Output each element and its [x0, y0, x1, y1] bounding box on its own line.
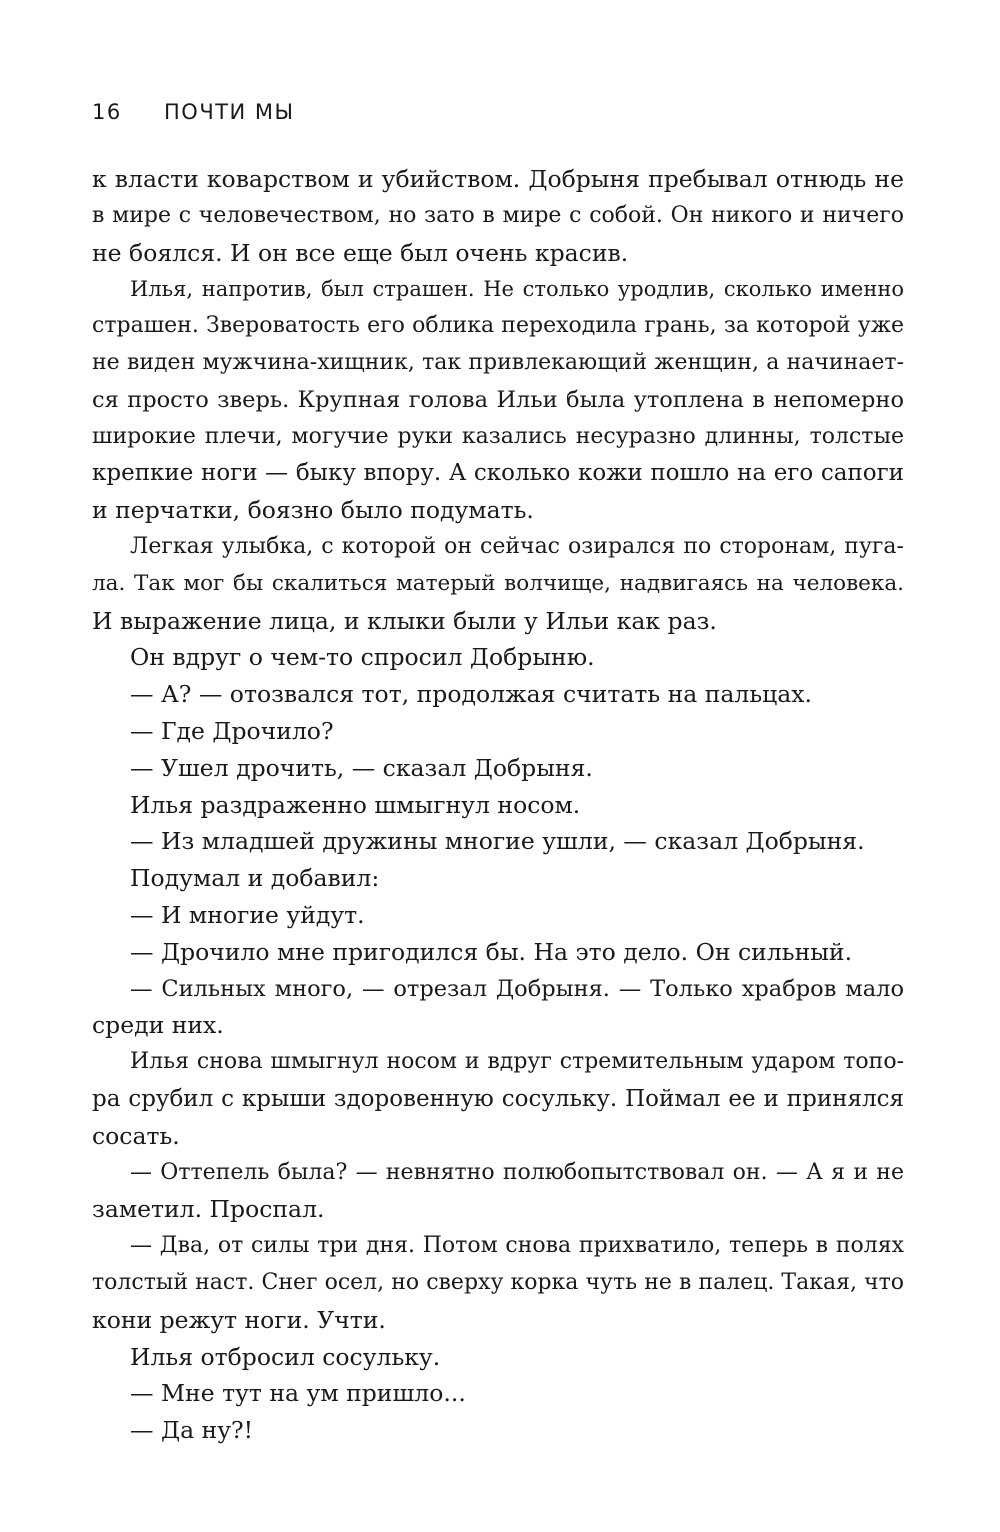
page-number: 16	[92, 100, 122, 124]
text-line: Легкая улыбка, с которой он сейчас озирался по сторонам, пуга-	[130, 533, 904, 559]
text-line: Илья отбросил сосульку.	[130, 1342, 441, 1371]
text-line: широкие плечи, могучие руки казались несуразно длинны, толстые	[92, 423, 904, 449]
text-line: — Два, от силы три дня. Потом снова прихватило, теперь в полях	[130, 1233, 904, 1259]
text-line: И выражение лица, и клыки были у Ильи как раз.	[92, 606, 717, 635]
text-line: и перчатки, боязно было подумать.	[92, 496, 534, 525]
text-line: — А? — отозвался тот, продолжая считать на пальцах.	[130, 680, 812, 709]
text-line: Илья раздраженно шмыгнул носом.	[130, 790, 581, 819]
text-line: ла. Так мог бы скалиться матерый волчище, надвигаясь на человека.	[92, 570, 904, 596]
body-text	[92, 161, 904, 1449]
text-line: не боялся. И он все еще был очень красив.	[92, 238, 629, 267]
text-line: — Где Дрочило?	[130, 716, 334, 745]
text-line: — И многие уйдут.	[130, 900, 365, 929]
text-line: — Мне тут на ум пришло...	[130, 1379, 466, 1408]
text-line: ра срубил с крыши здоровенную сосульку. Поймал ее и принялся	[92, 1085, 904, 1112]
text-line: — Оттепель была? — невнятно полюбопытствовал он. — А я и не	[130, 1159, 904, 1185]
book-title: ПОЧТИ МЫ	[164, 100, 295, 124]
text-line: среди них.	[92, 1011, 224, 1040]
text-line: — Сильных много, — отрезал Добрыня. — Только храбров мало	[130, 975, 904, 1002]
text-line: сосать.	[92, 1121, 180, 1150]
text-line: не виден мужчина-хищник, так привлекающий женщин, а начинает-	[92, 349, 904, 375]
text-line: крепкие ноги — быку впору. А сколько кожи пошло на его сапоги	[92, 460, 904, 487]
text-line: в мире с человечеством, но зато в мире с собой. Он никого и ничего	[92, 202, 904, 228]
text-line: — Ушел дрочить, — сказал Добрыня.	[130, 753, 593, 782]
text-line: страшен. Звероватость его облика переходила грань, за которой уже	[92, 313, 904, 339]
text-line: заметил. Проспал.	[92, 1195, 325, 1224]
text-line: к власти коварством и убийством. Добрыня пребывал отнюдь не	[92, 165, 904, 193]
text-line: ся просто зверь. Крупная голова Ильи была утоплена в непомерно	[92, 386, 904, 413]
text-line: — Дрочило мне пригодился бы. На это дело. Он сильный.	[130, 937, 853, 966]
text-line: — Да ну?!	[130, 1416, 254, 1445]
text-line: Илья, напротив, был страшен. Не столько уродлив, сколько именно	[130, 277, 904, 302]
text-line: кони режут ноги. Учти.	[92, 1305, 386, 1334]
text-line: Илья снова шмыгнул носом и вдруг стремительным ударом топо-	[130, 1049, 904, 1075]
running-header	[92, 100, 295, 124]
text-line: Он вдруг о чем-то спросил Добрыню.	[130, 643, 595, 672]
text-line: толстый наст. Снег осел, но сверху корка чуть не в палец. Такая, что	[92, 1269, 904, 1295]
text-line: Подумал и добавил:	[130, 864, 380, 893]
text-line: — Из младшей дружины многие ушли, — сказал Добрыня.	[130, 827, 865, 856]
